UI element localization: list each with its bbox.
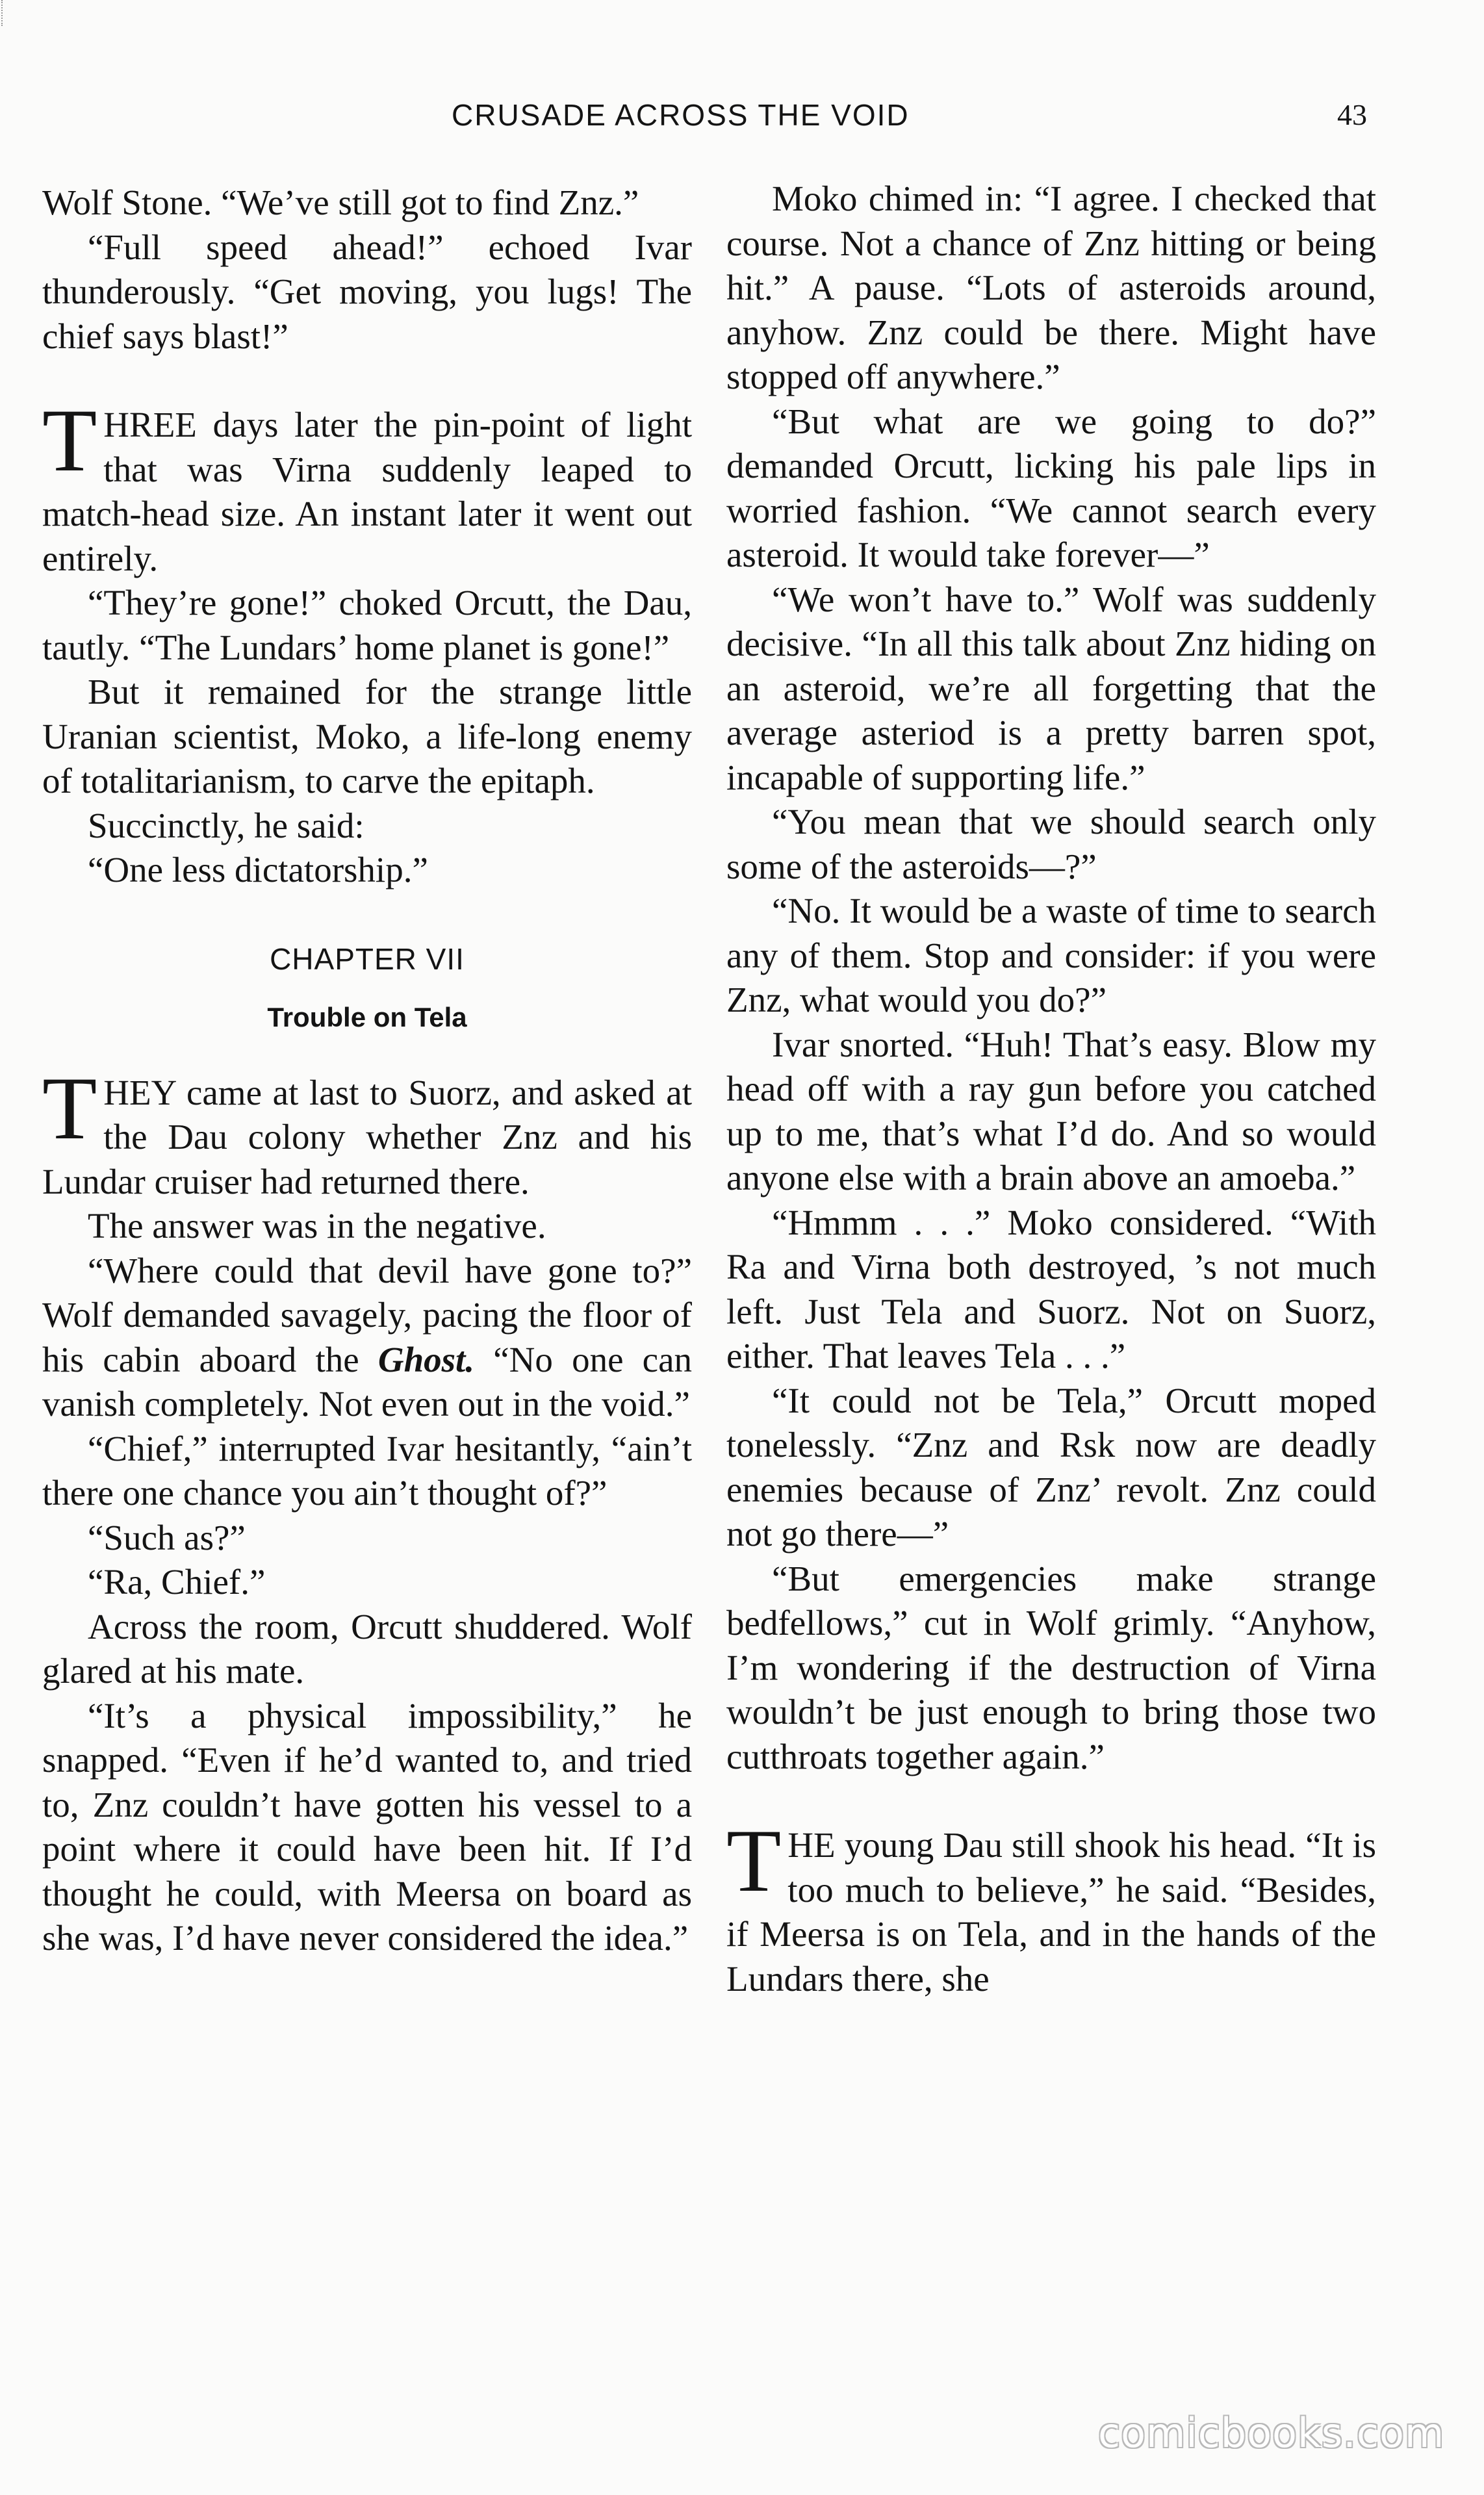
paragraph: “But emergencies make strange bedfellows,” cut in Wolf grimly. “Anyhow, I’m wondering if the destruction of Virna wouldn’t be just enough to bring those two cutthroats together again.”	[726, 1558, 1376, 1776]
paragraph-text: “Where could that devil have gone to?” Wolf demanded savagely, pacing the floor of his cabin aboard the	[42, 1250, 692, 1379]
paragraph: “Such as?”	[88, 1517, 246, 1557]
paragraph: “No. It would be a waste of time to search any of them. Stop and consider: if you were Znz, what would you do?”	[726, 891, 1376, 1019]
drop-cap: T	[42, 1058, 97, 1158]
paragraph-dropcap	[726, 1811, 1376, 2001]
page-number: 43	[1337, 98, 1367, 131]
paragraph: Wolf Stone. “We’ve still got to find Znz.”	[42, 183, 639, 222]
chapter-title: CHAPTER VII	[270, 941, 465, 976]
paragraph: “Full speed ahead!” echoed Ivar thunderously. “Get moving, you lugs! The chief says blast!”	[42, 227, 692, 356]
paragraph: “Chief,” interrupted Ivar hesitantly, “ain’t there one chance you ain’t thought of?”	[42, 1428, 692, 1513]
paragraph-dropcap	[42, 1058, 692, 1205]
right-column	[726, 177, 1376, 2001]
paragraph-text: HREE days later the pin-point of light that was Virna suddenly leaped to match-head size. An instant later it went out entirely.	[42, 405, 692, 578]
drop-cap: T	[726, 1811, 782, 1910]
paragraph: “But what are we going to do?” demanded Orcutt, licking his pale lips in worried fashion. “We cannot search every asteroid. It would take forever—”	[726, 401, 1376, 574]
chapter-subtitle: Trouble on Tela	[267, 1001, 467, 1032]
paragraph: “You mean that we should search only some of the asteroids—?”	[726, 802, 1376, 886]
drop-cap: T	[42, 390, 97, 490]
paragraph-text: HE young Dau still shook his head. “It is too much to believe,” he said. “Besides, if Meersa is on Tela, and in the hands of the Lundars there, she	[726, 1825, 1376, 1999]
paragraph: Moko chimed in: “I agree. I checked that course. Not a chance of Znz hitting or being hit.” A pause. “Lots of asteroids around, anyhow. Znz could be there. Might have stopped off anywhere.”	[726, 179, 1376, 396]
site-watermark: comicbooks.com	[1098, 2409, 1445, 2457]
paragraph: “It could not be Tela,” Orcutt moped tonelessly. “Znz and Rsk now are deadly enemies because of Znz’ revolt. Znz could not go there—”	[726, 1380, 1376, 1554]
paragraph: Across the room, Orcutt shuddered. Wolf glared at his mate.	[42, 1606, 692, 1691]
page-edge-mark	[1, 0, 6, 26]
paragraph: Succinctly, he said:	[88, 805, 365, 845]
paragraph: “They’re gone!” choked Orcutt, the Dau, tautly. “The Lundars’ home planet is gone!”	[42, 583, 692, 667]
paragraph: “Hmmm . . .” Moko considered. “With Ra and Virna both destroyed, ’s not much left. Just Tela and Suorz. Not on Suorz, either. That leaves Tela . . .”	[726, 1202, 1376, 1375]
left-column	[42, 181, 692, 1961]
paragraph: “One less dictatorship.”	[88, 850, 428, 889]
paragraph: “We won’t have to.” Wolf was suddenly decisive. “In all this talk about Znz hiding on an asteroid, we’re all forgetting that the average asteriod is a pretty barren spot, incapable of supporting life.”	[726, 579, 1376, 797]
ship-name: Ghost.	[377, 1339, 475, 1379]
paragraph: But it remained for the strange little Uranian scientist, Moko, a life-long enemy of totalitarianism, to carve the epitaph.	[42, 672, 692, 800]
page-header	[0, 97, 1484, 149]
paragraph-dropcap	[42, 390, 692, 581]
paragraph: “It’s a physical impossibility,” he snapped. “Even if he’d wanted to, and tried to, Znz couldn’t have gotten his vessel to a point where it could have been hit. If I’d thought he could, with Meersa on board as she was, I’d have never considered the idea.”	[42, 1695, 692, 1958]
paragraph: Ivar snorted. “Huh! That’s easy. Blow my head off with a ray gun before you catched up to me, that’s what I’d do. And so would anyone else with a brain above an amoeba.”	[726, 1024, 1376, 1197]
paragraph-text: “No one can vanish completely. Not even out in the void.”	[42, 1339, 692, 1424]
paragraph: The answer was in the negative.	[88, 1206, 546, 1246]
paragraph	[42, 1249, 692, 1427]
paragraph-text: HEY came at last to Suorz, and asked at the Dau colony whether Znz and his Lundar cruiser had returned there.	[42, 1072, 692, 1201]
paragraph: “Ra, Chief.”	[88, 1562, 266, 1602]
running-title: CRUSADE ACROSS THE VOID	[452, 98, 910, 132]
